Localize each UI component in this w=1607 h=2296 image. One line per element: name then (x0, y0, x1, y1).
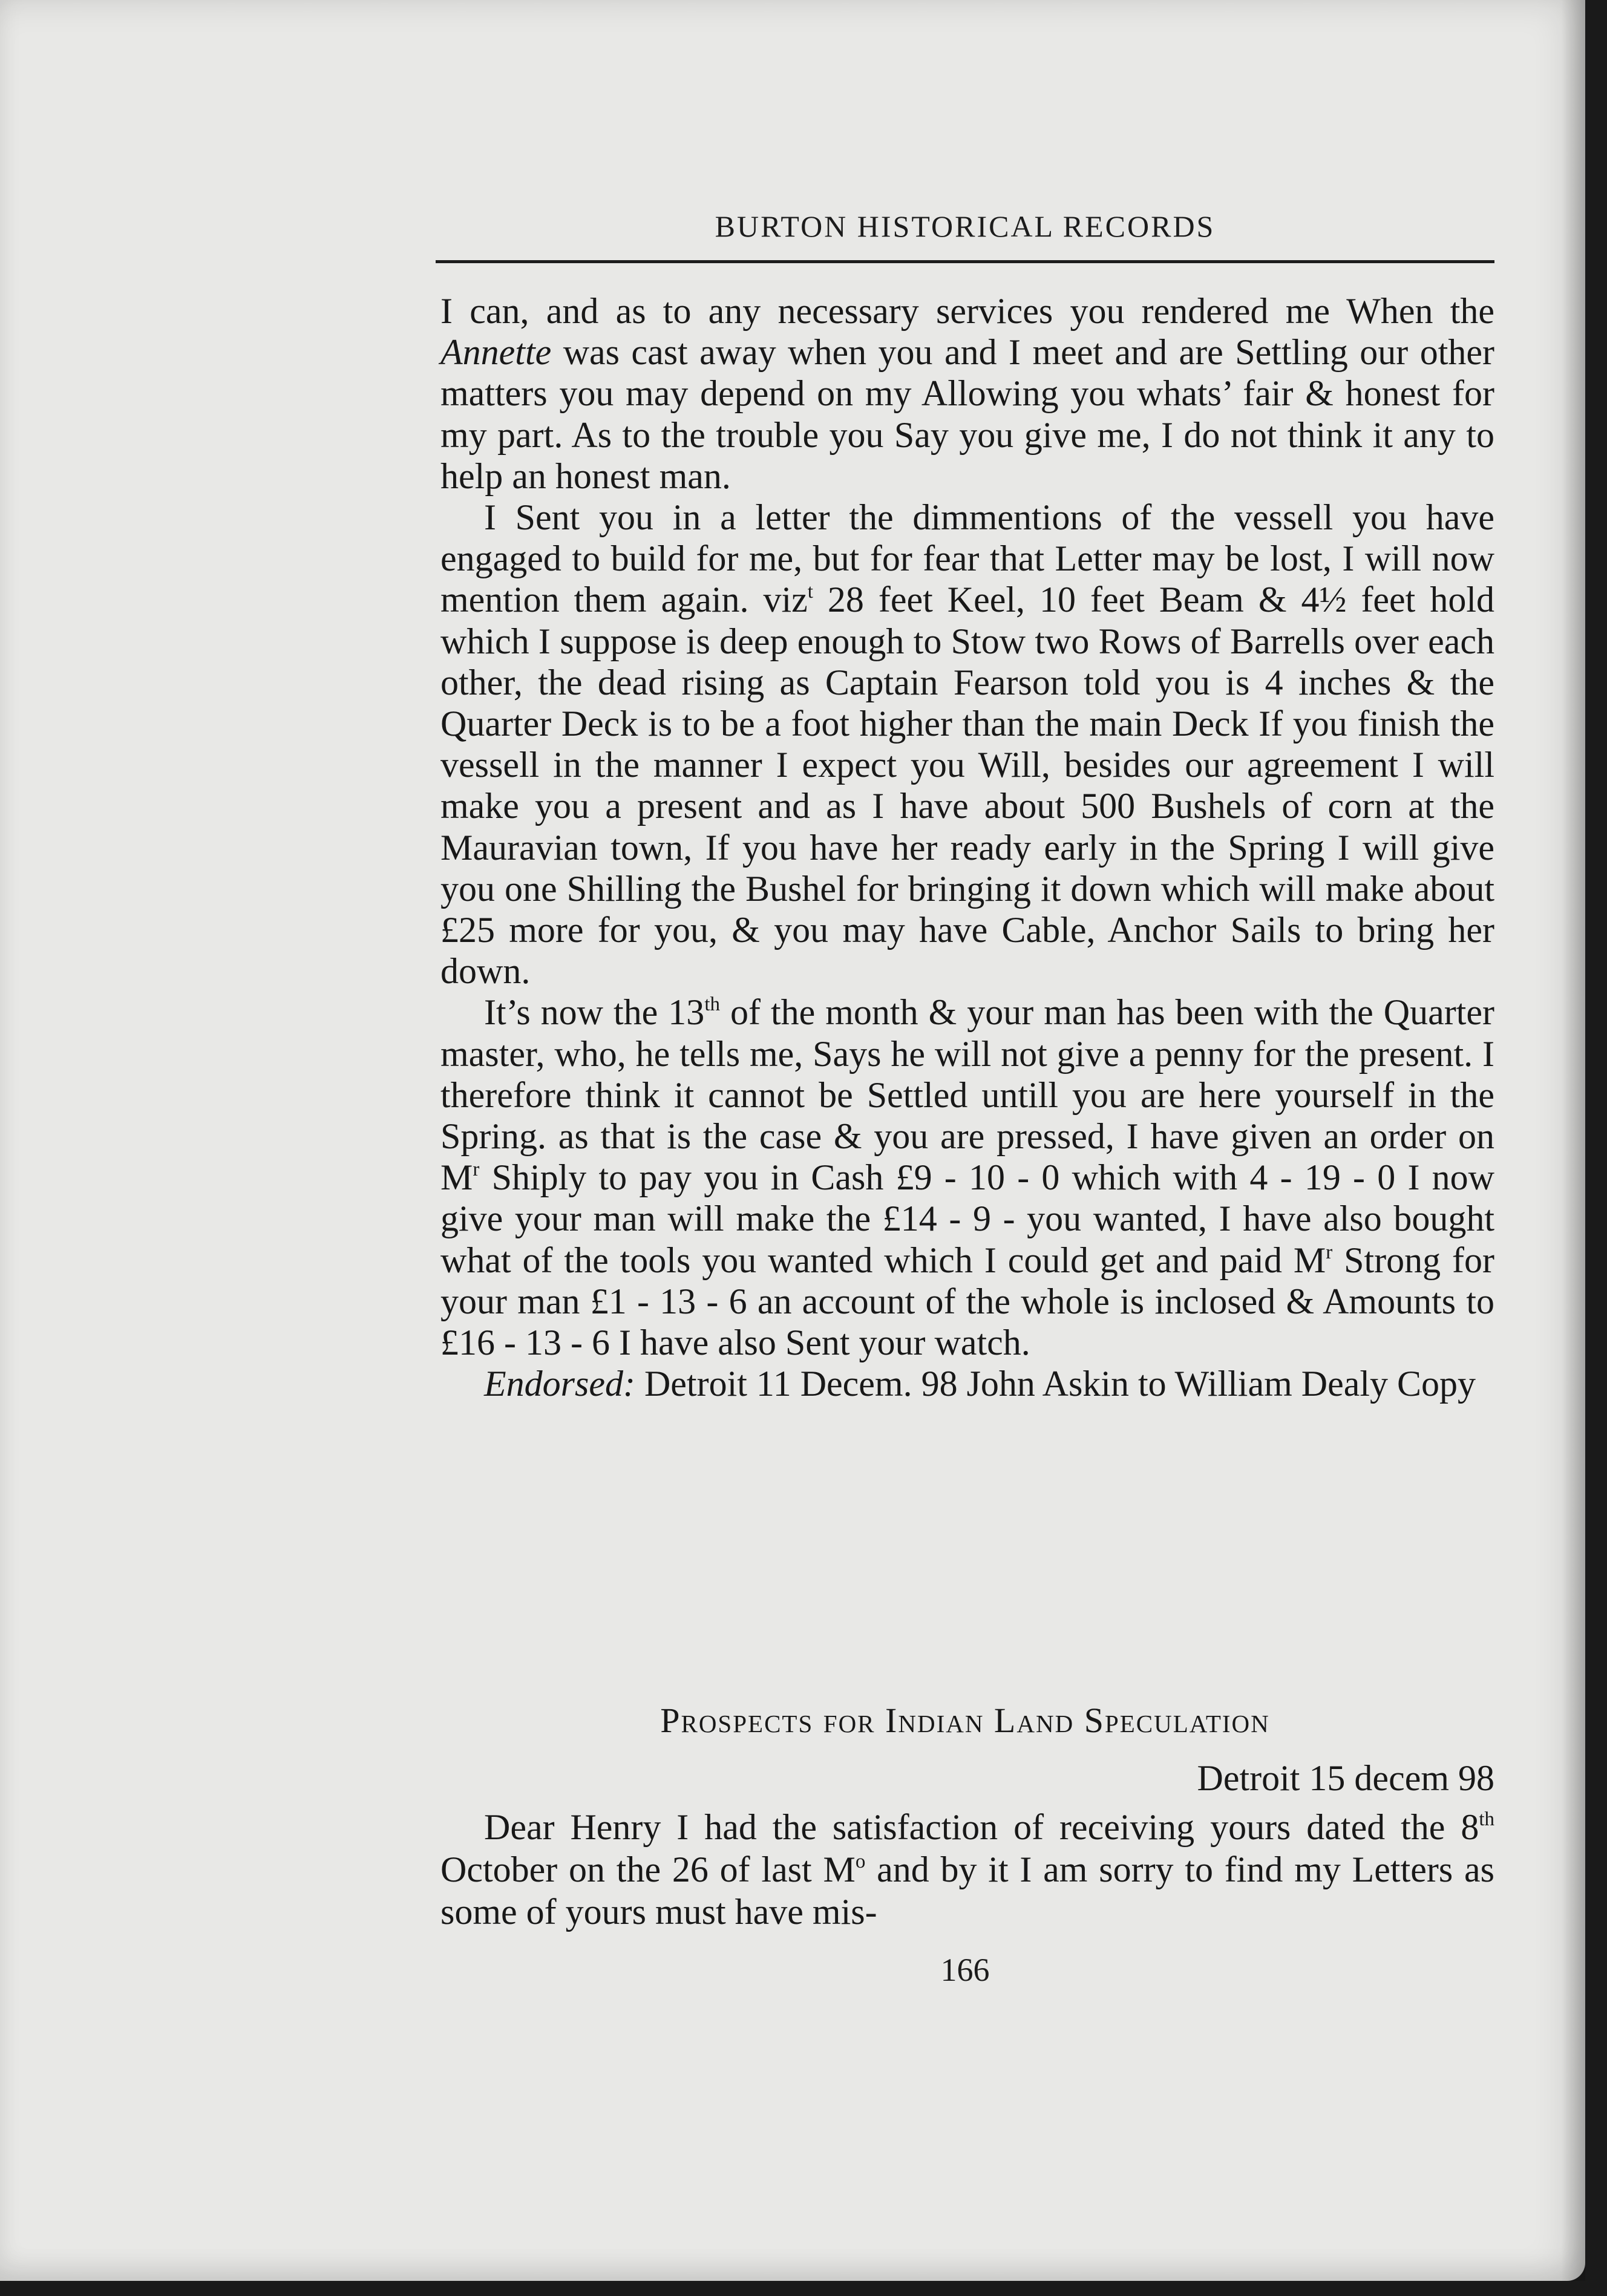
second-letter-text-b: October on the 26 of last M (440, 1850, 856, 1889)
paragraph-1-text-a: I can, and as to any necessary services you rendered me When the (440, 291, 1494, 331)
paragraph-1 (440, 290, 1494, 497)
paragraph-2-text-b: 28 feet Keel, 10 feet Beam & 4½ feet hold which I suppose is deep enough to Stow two Rows of Barrells over each other, the dead rising as Captain Fearson told you is 4 inches & the Quarter Deck is to be a foot higher than the main Deck If you finish the vessell in the manner I expect you Will, besides our agreement I will make you a present and as I have about 500 Bushels of corn at the Mauravian town, If you have her ready early in the Spring I will give you one Shilling the Bushel for bringing it down which will make about £25 more for you, & you may have Cable, Anchor Sails to bring her down. (440, 580, 1495, 992)
header-rule (436, 260, 1494, 263)
paragraph-3-text-a: It’s now the 13 (484, 992, 705, 1033)
running-head: BURTON HISTORICAL RECORDS (715, 209, 1216, 243)
paragraph-1-text-b: was cast away when you and I meet and are Settling our other matters you may depend on my Allowing you whats’ fair & honest for my part. As to the trouble you Say you give me, I do not think it any to help an honest man. (440, 332, 1494, 496)
endorsed-text: Detroit 11 Decem. 98 John Askin to William Dealy Copy (635, 1364, 1476, 1404)
paragraph-2-superscript: t (807, 581, 813, 603)
second-letter-superscript-1: th (1479, 1808, 1494, 1830)
paragraph-2 (440, 497, 1494, 992)
second-letter-superscript-2: o (855, 1850, 866, 1872)
paragraph-3-superscript-1: th (704, 993, 720, 1016)
second-letter (440, 1806, 1494, 1933)
dateline: Detroit 15 decem 98 (1197, 1758, 1494, 1798)
paragraph-3-text-c: Shiply to pay you in Cash £9 - 10 - 0 which with 4 - 19 - 0 I now give your man will make the £14 - 9 - you wanted, I have also bought what of the tools you wanted which I could get and paid M (440, 1157, 1494, 1280)
paragraph-3-text-d: Strong for your man £1 - 13 - 6 an account of the whole is inclosed & Amounts to £16 - 13 - 6 I have also Sent your watch. (440, 1240, 1495, 1363)
paragraph-3-text-b: of the month & your man has been with the Quarter master, who, he tells me, Says he will not give a penny for the present. I therefore think it cannot be Settled untill you are here yourself in the Spring. as that is the case & you are pressed, I have given an order on M (440, 992, 1494, 1198)
endorsement (440, 1363, 1494, 1404)
ship-name: Annette (440, 332, 552, 373)
paragraph-3-superscript-2: r (473, 1159, 480, 1181)
section-title: Prospects for Indian Land Speculation (660, 1701, 1270, 1740)
second-letter-paragraph (440, 1806, 1494, 1933)
page-number: 166 (940, 1952, 990, 1988)
second-letter-text-a: Dear Henry I had the satisfaction of receiving yours dated the 8 (484, 1807, 1479, 1847)
paragraph-3-superscript-3: r (1326, 1241, 1333, 1263)
endorsed-label: Endorsed: (484, 1364, 635, 1404)
letter-body (440, 290, 1494, 1404)
paragraph-3 (440, 992, 1494, 1363)
second-letter-text-c: and by it I am sorry to find my Letters as some of yours must have mis- (440, 1850, 1494, 1932)
paragraph-2-text-a: I Sent you in a letter the dimmentions of the vessell you have engaged to build for me, but for fear that Letter may be lost, I will now mention them again. viz (440, 497, 1494, 620)
